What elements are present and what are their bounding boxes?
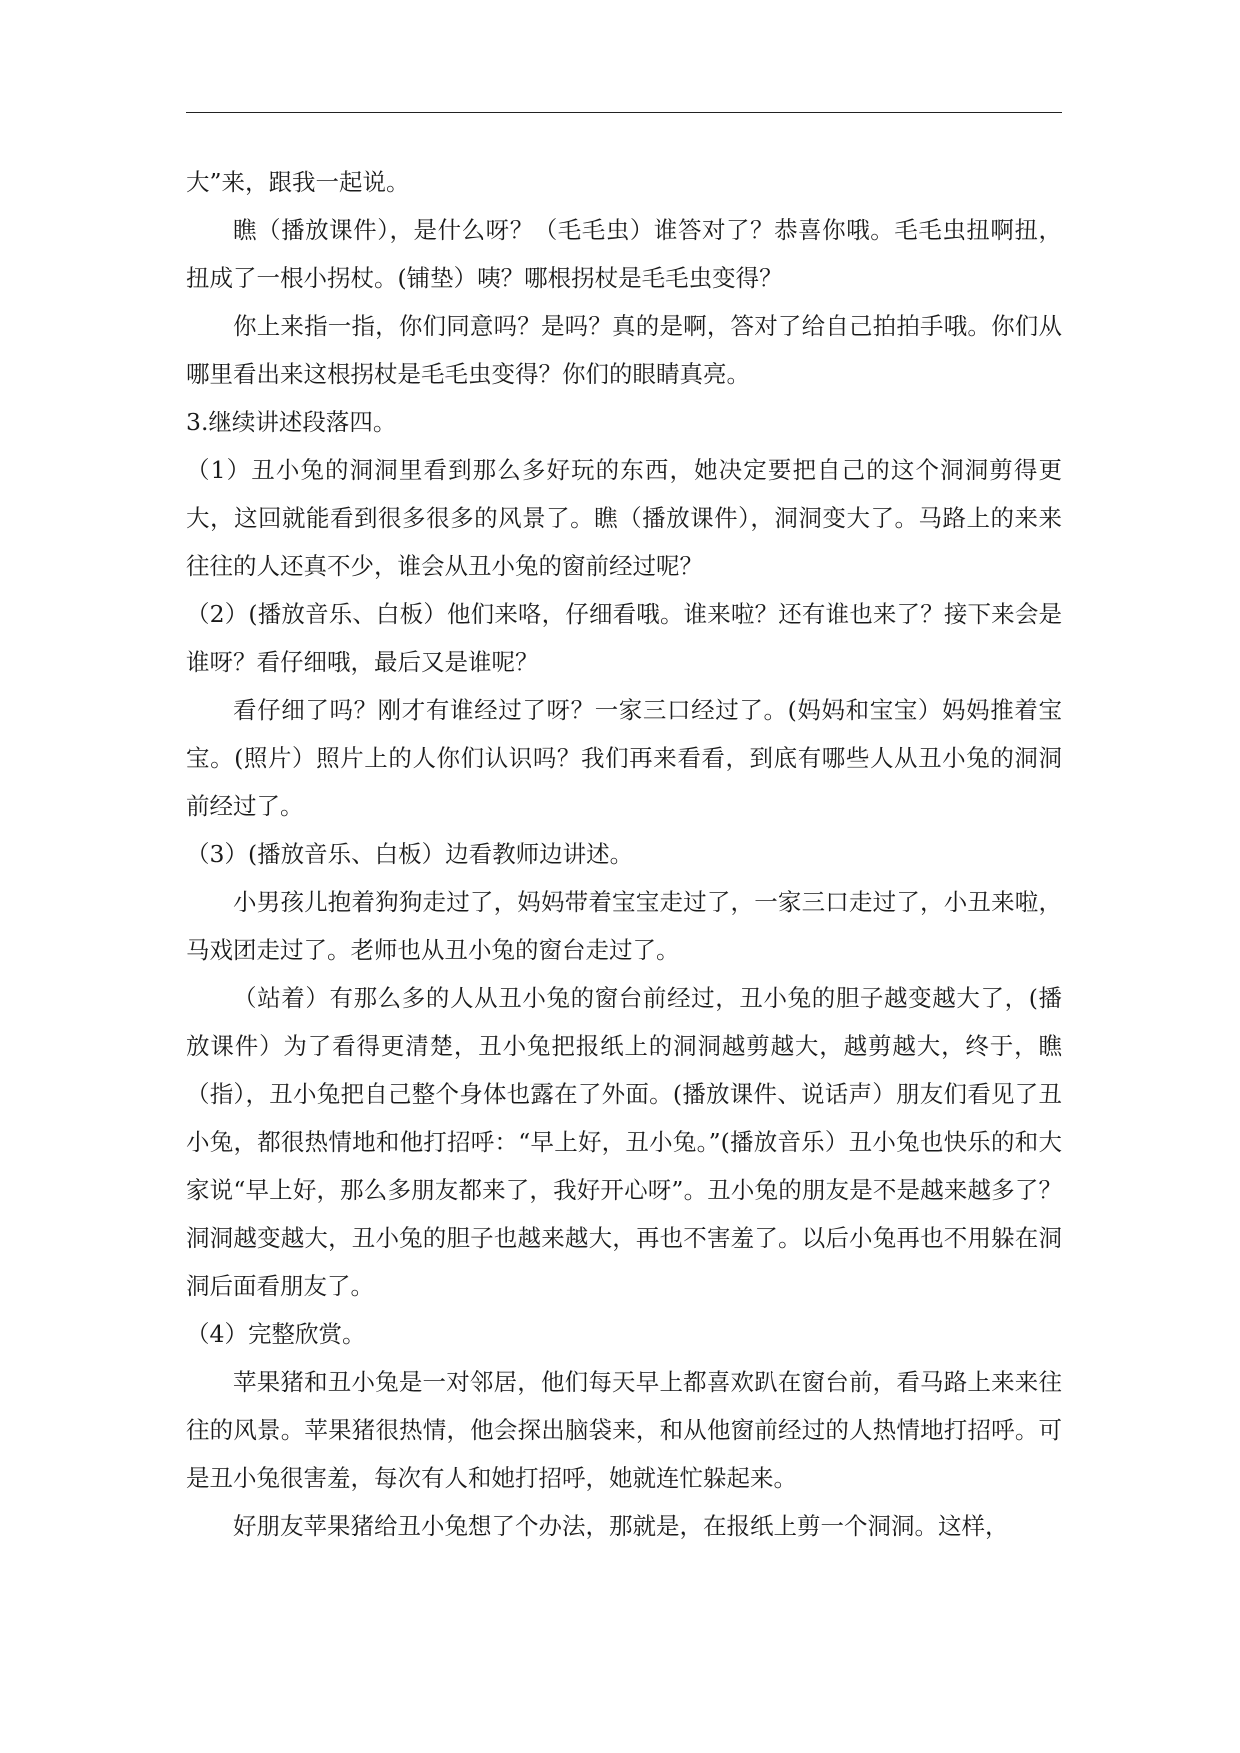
- section-heading: 3.继续讲述段落四。: [186, 408, 397, 436]
- document-body: [186, 158, 1062, 1550]
- paragraph: 瞧（播放课件），是什么呀？（毛毛虫）谁答对了？恭喜你哦。毛毛虫扭啊扭，扭成了一根小拐杖。(铺垫）咦？哪根拐杖是毛毛虫变得？: [186, 216, 1062, 292]
- paragraph: （4）完整欣赏。: [186, 1320, 366, 1348]
- paragraph: 好朋友苹果猪给丑小兔想了个办法，那就是，在报纸上剪一个洞洞。这样，: [233, 1512, 1009, 1540]
- paragraph: 看仔细了吗？刚才有谁经过了呀？一家三口经过了。(妈妈和宝宝）妈妈推着宝宝。(照片）照片上的人你们认识吗？我们再来看看，到底有哪些人从丑小兔的洞洞前经过了。: [186, 696, 1062, 820]
- paragraph: （2）(播放音乐、白板）他们来咯，仔细看哦。谁来啦？还有谁也来了？接下来会是谁呀？看仔细哦，最后又是谁呢？: [186, 600, 1062, 676]
- paragraph: （站着）有那么多的人从丑小兔的窗台前经过，丑小兔的胆子越变越大了，(播放课件）为了看得更清楚，丑小兔把报纸上的洞洞越剪越大，越剪越大，终于，瞧（指），丑小兔把自己整个身体也露在了外面。(播放课件、说话声）朋友们看见了丑小兔，都很热情地和他打招呼：“早上好，丑小兔。”(播放音乐）丑小兔也快乐的和大家说“早上好，那么多朋友都来了，我好开心呀”。丑小兔的朋友是不是越来越多了？洞洞越变越大，丑小兔的胆子也越来越大，再也不害羞了。以后小兔再也不用躲在洞洞后面看朋友了。: [186, 984, 1062, 1300]
- paragraph: （1）丑小兔的洞洞里看到那么多好玩的东西，她决定要把自己的这个洞洞剪得更大，这回就能看到很多很多的风景了。瞧（播放课件），洞洞变大了。马路上的来来往往的人还真不少，谁会从丑小兔的窗前经过呢？: [186, 456, 1062, 580]
- paragraph: 小男孩儿抱着狗狗走过了，妈妈带着宝宝走过了，一家三口走过了，小丑来啦，马戏团走过了。老师也从丑小兔的窗台走过了。: [186, 888, 1062, 964]
- paragraph: 你上来指一指，你们同意吗？是吗？真的是啊，答对了给自己拍拍手哦。你们从哪里看出来这根拐杖是毛毛虫变得？你们的眼睛真亮。: [186, 312, 1062, 388]
- paragraph: 大”来，跟我一起说。: [186, 168, 410, 196]
- header-rule: [186, 112, 1062, 113]
- paragraph: （3）(播放音乐、白板）边看教师边讲述。: [186, 840, 634, 868]
- paragraph: 苹果猪和丑小兔是一对邻居，他们每天早上都喜欢趴在窗台前，看马路上来来往往的风景。苹果猪很热情，他会探出脑袋来，和从他窗前经过的人热情地打招呼。可是丑小兔很害羞，每次有人和她打招呼，她就连忙躲起来。: [186, 1368, 1062, 1492]
